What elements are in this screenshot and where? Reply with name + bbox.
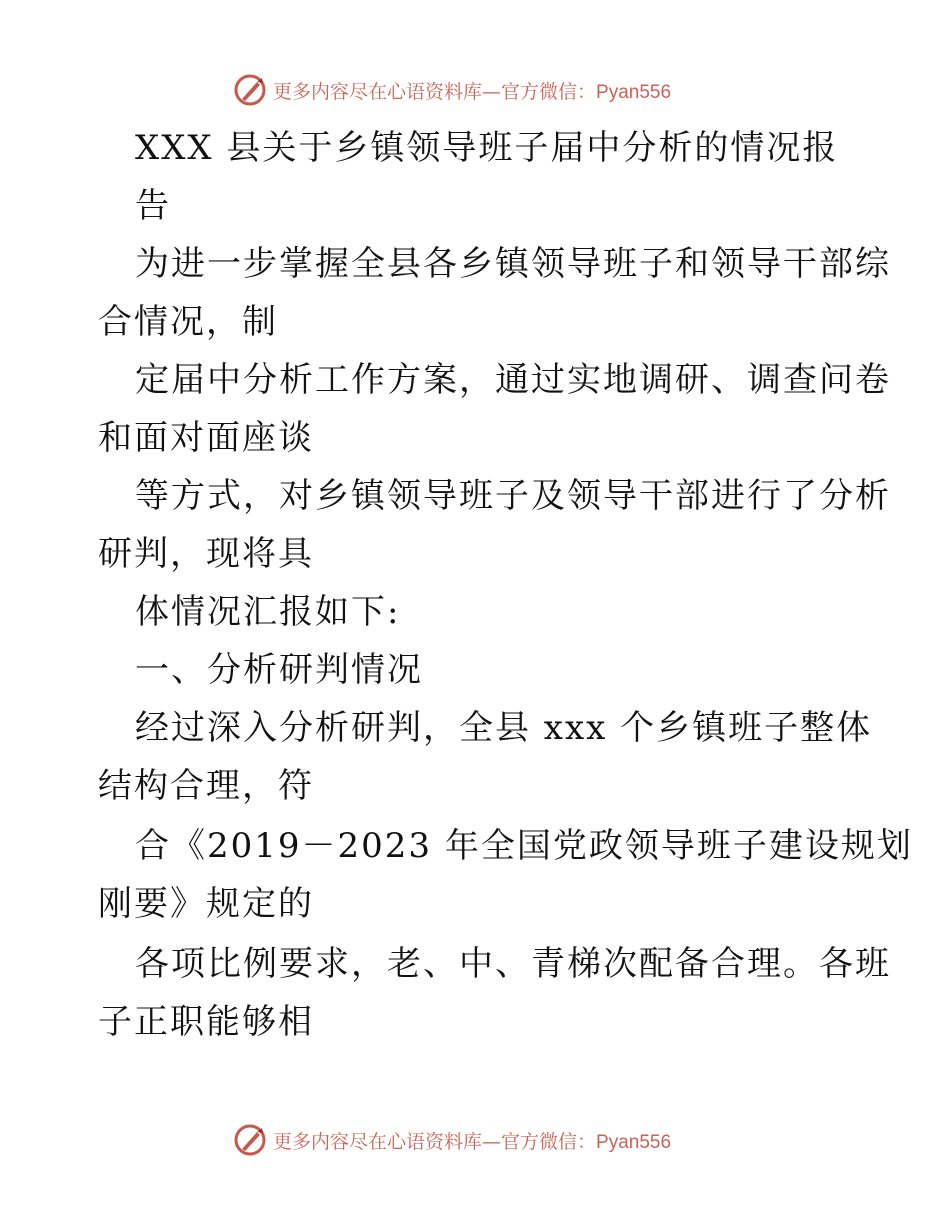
paragraph-line: 合《2019－2023 年全国党政领导班子建设规划 — [135, 826, 913, 866]
document-title-line-2: 告 — [135, 186, 171, 226]
paragraph-line: 合情况，制 — [98, 302, 278, 342]
watermark-brand: 更多内容尽在心语资料库— — [273, 80, 502, 103]
paragraph-line: 定届中分析工作方案，通过实地调研、调查问卷 — [135, 360, 891, 400]
watermark-text — [273, 1127, 671, 1154]
watermark-wechat-label: 官方微信： — [501, 1130, 597, 1153]
watermark-wechat-id: Pyan556 — [596, 1131, 672, 1153]
watermark-wechat-label: 官方微信： — [501, 80, 597, 103]
paragraph-line: 刚要》规定的 — [98, 884, 314, 924]
paragraph-line: 体情况汇报如下: — [135, 592, 401, 632]
watermark-brand: 更多内容尽在心语资料库— — [273, 1130, 502, 1153]
watermark-wechat-id: Pyan556 — [596, 81, 672, 103]
paragraph-line: 等方式，对乡镇领导班子及领导干部进行了分析 — [135, 476, 891, 516]
section-heading: 一、分析研判情况 — [135, 650, 423, 690]
paragraph-line: 结构合理，符 — [98, 766, 314, 806]
paragraph-line: 为进一步掌握全县各乡镇领导班子和领导干部综 — [135, 244, 891, 284]
paragraph-line: 子正职能够相 — [98, 1002, 314, 1042]
paragraph-line: 研判，现将具 — [98, 534, 314, 574]
quill-logo-icon — [233, 1123, 267, 1157]
footer-watermark — [233, 1120, 671, 1160]
document-title-line-1: XXX 县关于乡镇领导班子届中分析的情况报 — [135, 128, 839, 168]
paragraph-line: 和面对面座谈 — [98, 418, 314, 458]
paragraph-line: 经过深入分析研判，全县 xxx 个乡镇班子整体 — [135, 708, 873, 748]
paragraph-line: 各项比例要求，老、中、青梯次配备合理。各班 — [135, 944, 891, 984]
